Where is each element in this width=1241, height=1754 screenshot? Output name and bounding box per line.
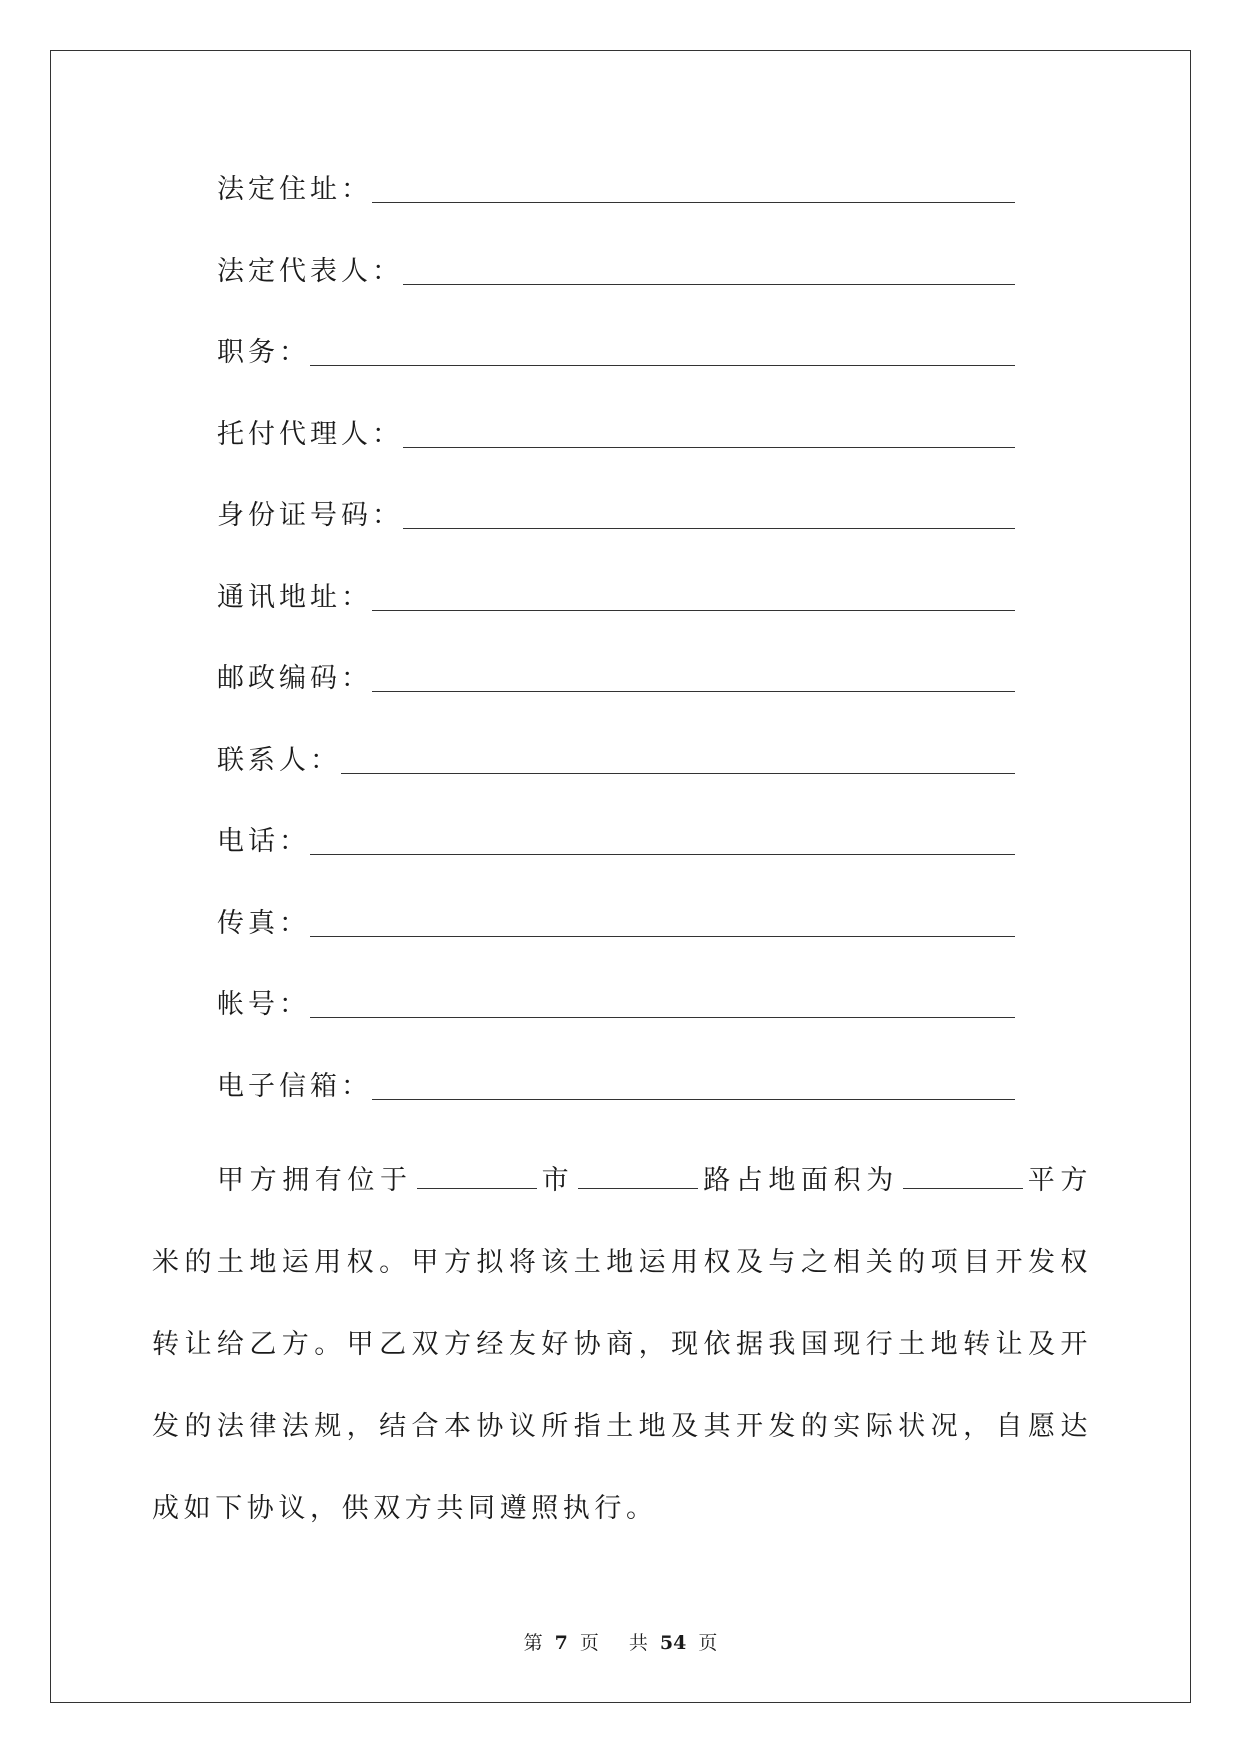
field-label: 身份证号码： — [217, 500, 403, 531]
field-label: 职务： — [217, 337, 310, 368]
field-legal-representative — [217, 210, 1015, 292]
field-contact-person — [217, 699, 1015, 781]
field-label: 传真： — [217, 907, 310, 939]
field-postal-code — [217, 618, 1015, 700]
fill-in-line[interactable] — [372, 172, 1015, 203]
fill-in-line[interactable] — [372, 661, 1015, 692]
field-email — [217, 1025, 1015, 1107]
fill-in-line[interactable] — [341, 743, 1015, 774]
paragraph-text-3: 路占地面积为 — [702, 1165, 899, 1196]
field-phone — [217, 781, 1015, 863]
field-account-number — [217, 944, 1015, 1026]
current-page-number: 7 — [554, 1632, 568, 1654]
field-label: 法定住址： — [217, 174, 372, 205]
page-indicator — [518, 1632, 605, 1654]
field-mailing-address — [217, 536, 1015, 618]
fill-in-line[interactable] — [310, 906, 1015, 937]
fill-in-line[interactable] — [372, 580, 1015, 611]
page-unit: 页 — [579, 1632, 599, 1654]
paragraph-text-2: 市 — [540, 1165, 575, 1196]
field-label: 电子信箱： — [217, 1070, 372, 1102]
field-authorized-agent — [217, 373, 1015, 455]
agreement-paragraph — [152, 1140, 1092, 1550]
field-label: 法定代表人： — [217, 255, 403, 287]
paragraph-text-1: 甲方拥有位于 — [216, 1165, 413, 1196]
field-label: 邮政编码： — [217, 663, 372, 694]
paragraph-text-4: 平方米的土地运用权。甲方拟将该土地运用权及与之相关的项目开发权转让给乙方。甲乙双方经友好协商，现依据我国现行土地转让及开发的法律法规，结合本协议所指土地及其开发的实际状况，自愿达成如下协议，供双方共同遵照执行。 — [152, 1165, 1092, 1524]
fill-in-line[interactable] — [310, 335, 1015, 366]
page-footer — [0, 1628, 1241, 1655]
fill-in-line[interactable] — [403, 417, 1015, 448]
total-unit: 页 — [698, 1632, 718, 1654]
area-blank[interactable] — [903, 1162, 1023, 1189]
field-label: 联系人： — [217, 744, 341, 776]
fill-in-line[interactable] — [372, 1069, 1015, 1100]
field-id-number — [217, 455, 1015, 537]
fill-in-line[interactable] — [310, 824, 1015, 855]
fill-in-line[interactable] — [310, 987, 1015, 1018]
field-label: 帐号： — [217, 989, 310, 1020]
field-label: 托付代理人： — [217, 418, 403, 450]
field-label: 通讯地址： — [217, 581, 372, 613]
field-position — [217, 292, 1015, 374]
city-blank[interactable] — [417, 1162, 537, 1189]
fill-in-line[interactable] — [403, 498, 1015, 529]
field-legal-address — [217, 170, 1015, 210]
fill-in-line[interactable] — [403, 254, 1015, 285]
total-indicator — [623, 1632, 723, 1654]
field-label: 电话： — [217, 826, 310, 857]
total-page-number: 54 — [659, 1632, 687, 1654]
field-fax — [217, 862, 1015, 944]
road-blank[interactable] — [578, 1162, 698, 1189]
total-prefix: 共 — [628, 1632, 648, 1654]
form-field-list — [217, 170, 1015, 1107]
page-prefix: 第 — [523, 1632, 543, 1654]
